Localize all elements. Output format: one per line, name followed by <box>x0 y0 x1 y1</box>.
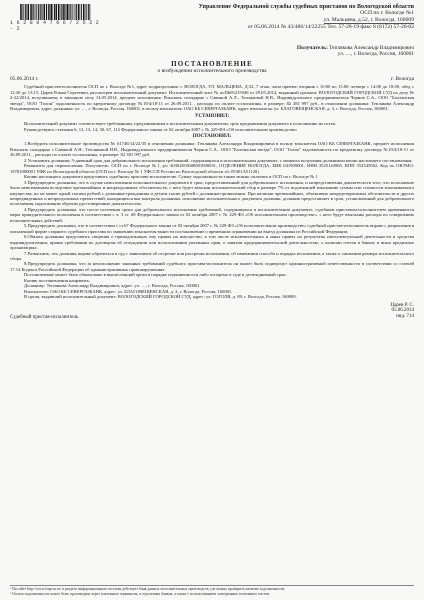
paragraph-copy-note: Копию настоящего документа представить судебному приставу-исполнителю. Сумму задолженности также можно оплатить в ОСП по г. Вологде № 1 <box>24 174 318 180</box>
document-title-main: ПОСТАНОВЛЕНИЕ <box>171 60 253 69</box>
paragraph-item-2: 2.Установить должнику 5-дневный срок для добровольного исполнения требований, содержащихся в исполнительном документе, с момента получения должником копии настоящего постановления. <box>24 157 413 163</box>
footnote-1: ¹ На сайте http://www.fssprus.ru/ в разделе информационные системы действует банк данных исполнительных производств, где можно проверить наличие задолженности. <box>10 587 286 592</box>
document-header-block <box>10 4 414 44</box>
signatory-name: Царев Р. С. <box>390 302 414 308</box>
date-line <box>10 76 414 82</box>
signature-code: инд. 714 <box>396 314 414 320</box>
barcode-icon <box>10 4 102 20</box>
copy-recipient-court: В орган, выдавший исполнительный документ: ВОЛОГОДСКИЙ ГОРОДСКОЙ СУД, адрес: ул. ГОГОЛЯ, д. 89, г. Вологда, Россия, 160000. <box>24 294 297 300</box>
recipient-label: Получатель: <box>296 45 328 51</box>
paragraph-item-7: 7.Разъяснить, что должник вправе обратиться в суд с заявлением об отсрочке или рассрочке исполнения, об изменении способа и порядка исполнения, а также о снижении размера исполнительского сбора. <box>10 250 414 261</box>
issuing-authority <box>102 4 414 31</box>
paragraph-validity: Исполнительный документ соответствует требованиям, предъявляемым к исполнительным документам, срок предъявления документа к исполнению не истек. <box>24 121 337 127</box>
document-city: г. Вологда <box>391 76 414 83</box>
document-title-sub: о возбуждении исполнительного производства <box>157 68 267 75</box>
footnote-2: ² Оплата задолженности может быть произведена через платежные терминалы, в отделениях банков, а также с использованием электронных платежных систем. <box>10 591 270 596</box>
paragraph-legal-basis: Руководствуясь статьями 6, 12, 13, 14, 30, 67, 112 Федерального закона от 02 октября 2007 г. № 229-ФЗ «Об исполнительном производстве» <box>24 126 298 132</box>
signature-block <box>10 303 414 320</box>
document-date: 05.06.2014 г. <box>10 76 39 83</box>
document-title <box>10 60 414 74</box>
signatory-role: Судебный пристав-исполнитель <box>10 315 79 321</box>
paragraph-item-4: 4.Предупредить должника, что после истечения срока для добровольного исполнения требований, содержащихся в исполнительном документе, судебным приставом-исполнителем применяются меры принудительного исполнения в соответствии с ч. 3 ст. 68 Федерального закона от 02 октября 2007 г. № 229-ФЗ «Об исполнительном производстве», с него будут взысканы расходы по совершению исполнительных действий. <box>10 206 414 223</box>
document-reference: от 05.06.2014 № 43/486/14/22255 Тел. 57-20-19 факс 8 (8172) 57-20-02 <box>247 24 414 31</box>
barcode <box>10 4 102 32</box>
section-resolved: ПОСТАНОВИЛ: <box>192 134 232 140</box>
recipient-block <box>10 45 414 57</box>
copy-recipient-creditor: Взыскателю: ОАО КБ СЕВЕРГАЗБАНК, адрес: ул. БЛАГОВЕЩЕНСКАЯ, д. 3, г. Вологда, Россия, 160001. <box>24 288 233 294</box>
paragraph-item-1: 1.Возбудить исполнительное производство № 61746/14/22/35 в отношении должника: Теплякова Александра Владимировича в пользу взыскателя ОАО КБ СЕВЕРГАЗБАНК, предмет исполнения Взыскать солидарно с Савиной А.Н., Тепляковой Н.В., Индивидуального предпринимателя Чернов С.А., ООО "Балтанская звезда", ООО "Голон" задолженность по кредитному договору №19/4/18-11 от 26.09.2011, , расходы по оплате госпошлины, в размере: 82 381 997 руб. <box>10 141 414 158</box>
paragraph-item-8: 8.Предупредить должника, что за неисполнение законных требований судебного пристава-исполнителя он может быть подвергнут административной ответственности в соответствии со статьей 17.14 Кодекса Российской Федерации об административных правонарушениях. <box>10 261 414 272</box>
paragraph-appeal: Постановление может быть обжаловано в вышестоящий орган в порядке подчиненности либо оспорено в суде в десятидневный срок. <box>24 272 287 278</box>
department-name: ОСП по г. Вологде №1 <box>360 10 414 17</box>
signatory-details <box>391 303 414 320</box>
paragraph-item-6: 6.Обязать должника представить сведения о принадлежащих ему правах на имущество, в том числе исключительных и иных правах на результаты интеллектуальной деятельности и средства индивидуализации, правах требования по договорам об отчуждении или использовании указанных прав, о занятии предпринимательской деятельностью, о наличии счетов в банках и иных кредитных организациях. <box>10 234 414 251</box>
paragraph-copies: Копию постановления направить: <box>24 277 91 283</box>
paragraph-item-5: 5.Предупредить должника, что в соответствии с ст.67 Федерального закона от 02 октября 2007 г. № 229-ФЗ «Об исполнительном производстве» судебный пристав-исполнитель вправе с разрешения в письменной форме старшего судебного пристава по заявлению взыскателя вынести постановление о временном ограничении на выезд должника из Российской Федерации. <box>10 223 414 234</box>
recipient-name: Теплякова Александр Владимирович <box>329 45 414 51</box>
section-established: УСТАНОВИЛ: <box>194 113 230 119</box>
paragraph-item-3: 3.Предупредить должника, что в случае неисполнения исполнительного документа в срок, предоставленный для добровольного исполнения, и непредставления доказательств того, что исполнение было невозможным вследствие чрезвычайных и непреодолимых обстоятельств, с него будет взыскан исполнительский сбор в размере 7% от подлежащей взысканию суммы или стоимости взыскиваемого имущества, но не менее одной тысячи рублей с должника-гражданина и десяти тысяч рублей с должника-организации. При наличии чрезвычайных, объективно непредотвратимых обстоятельств и других непредвиденных и непреодолимых препятствий, находящихся вне контроля должника, исполнение исполнительного документа должник, должник предоставляет в срок, установленный для добровольного исполнения, надлежащим образом удостоверенные доказательства. <box>10 179 414 207</box>
department-address: ул. Мальцева, д.52, г. Вологда, 160009 <box>323 16 414 23</box>
recipient-address: ул. …, г. Вологда, Россия, 160001 <box>337 51 414 58</box>
paragraph-payment-details: Реквизиты для перечисления: Получатель: ОСП по г. Вологде №1, р/с 40302810600001000031, ОТДЕЛЕНИЕ ВОЛОГДА, БИК 041909001, ИНН 3525144965, КПП 352545002, Код по ОКТМО: 19701000001 УФК по Вологодской области (ОСП по г. Вологде № 1 УФССП России по Вологодской области л/с 05301А51120) <box>10 163 414 174</box>
copy-recipient-debtor: Должнику: Теплякова Александр Владимирович, адрес: ул. …, г. Вологда, Россия, 160001. <box>24 283 201 289</box>
signature-date: 05.06.2014 <box>391 308 414 314</box>
paragraph-intro: Судебный пристав-исполнитель ОСП по г. Вологде №1, адрес подразделения: г. ВОЛОГДА, УЛ. МАЛЬЦЕВА, Д.52, 7 этаж, часы приема: вторник с 10:00 по 15:00, четверг с 14:00 до 18:00, обед с 12:30 до 13:15, Царев Роман Сергеевич, рассмотрев исполнительный документ: Исполнительный лист № исDb05215948 от 29.05.2014, выданный органом: ВОЛОГОДСКИЙ ГОРОДСКОЙ СУД по делу № 2-22/2014, вступившему в законную силу 14.05.2014, предмет исполнения: Взыскать солидарно с Савиной А.Л., Тепляковой Н.В., Индивидуального предпринимателя Чернов С.А., ООО "Балтанская звезда", ООО "Голон" задолженность по кредитному договору №19/4/18-11 от 26.09.2011, , расходы по оплате госпошлины, в размере: 82 381 997 руб., в отношении должника: Теплякова Александр Владимирович, адрес должника: ул. …, г. Вологда, Россия, 160001, в пользу взыскателя: ОАО КБ СЕВЕРГАЗБАНК, адрес взыскателя: ул. БЛАГОВЕЩЕНСКАЯ, д. 3, г. Вологда, Россия, 160001, <box>10 84 414 112</box>
document-body <box>10 84 414 299</box>
footnotes <box>10 585 414 596</box>
barcode-number: 1 6 2 8 0 4 7 6 6 / 2 5 2 2 - 2 <box>10 20 100 32</box>
authority-name: Управление Федеральной службы судебных приставов по Вологодской области <box>198 4 414 10</box>
